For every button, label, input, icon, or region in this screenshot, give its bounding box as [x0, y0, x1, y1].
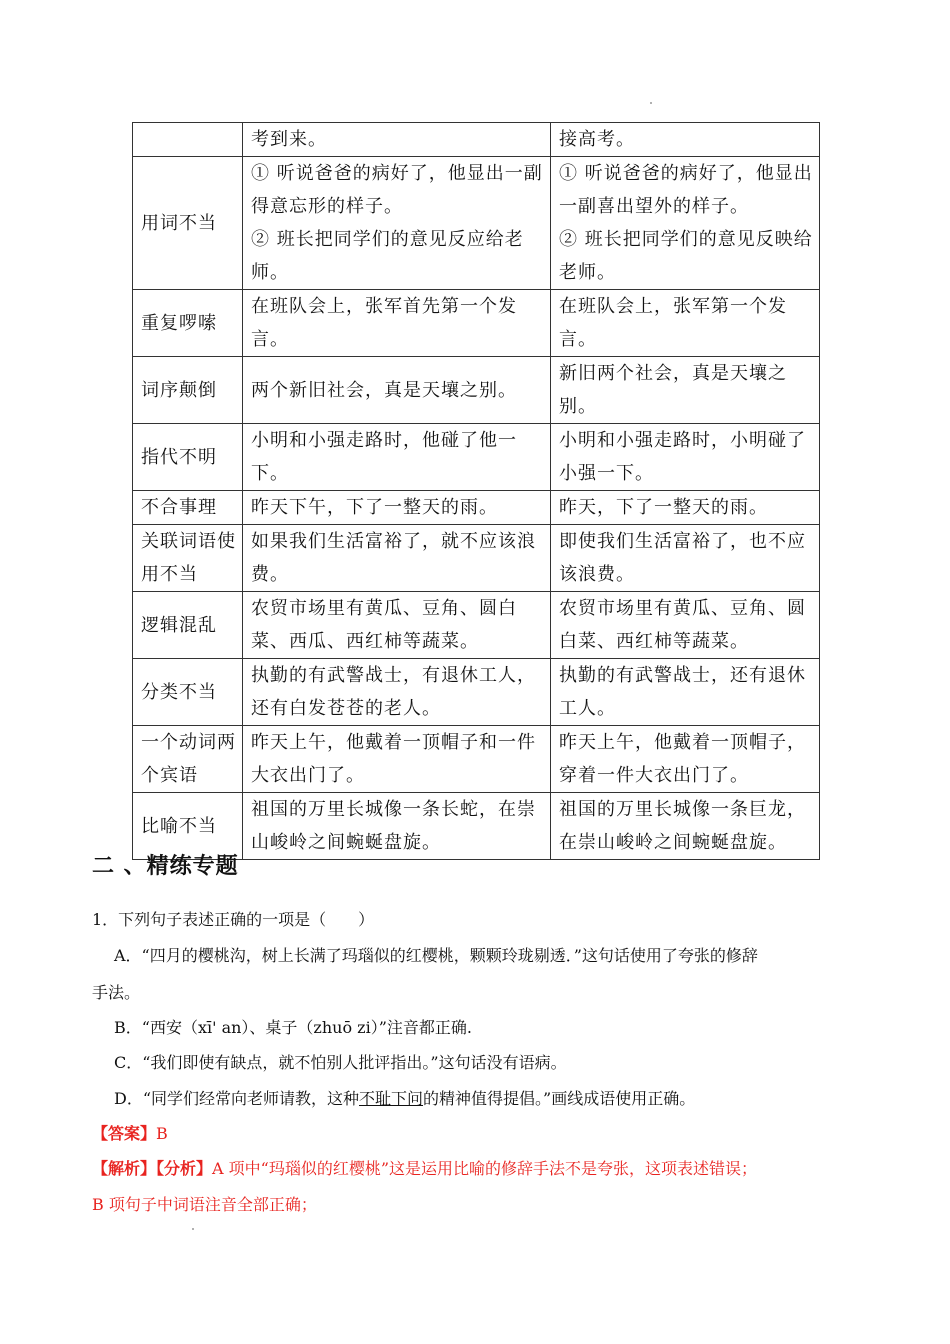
cell-text: 农贸市场里有黄瓜、豆角、圆白菜、西瓜、西红柿等蔬菜。: [251, 598, 517, 652]
table-row: [133, 157, 820, 290]
category-cell: [133, 123, 243, 157]
page-mark-bottom: [192, 1228, 194, 1230]
cell-text: 不合事理: [141, 497, 217, 518]
cell-text: 执勤的有武警战士，还有退休工人。: [559, 665, 806, 719]
corrected-example-cell: [551, 357, 820, 424]
category-cell: [133, 525, 243, 592]
wrong-example-cell: [243, 491, 551, 525]
cell-text: 即使我们生活富裕了，也不应该浪费。: [559, 531, 806, 585]
cell-text: 比喻不当: [141, 815, 217, 837]
corrected-example-cell: [551, 290, 820, 357]
table-row: [133, 525, 820, 592]
corrected-example-cell: [551, 424, 820, 491]
wrong-example-cell: [243, 659, 551, 726]
table-row: [133, 491, 820, 525]
table-row: [133, 123, 820, 157]
wrong-example-cell: [243, 357, 551, 424]
category-cell: [133, 793, 243, 860]
analysis-line-2: B 项句子中词语注音全部正确；: [92, 1195, 317, 1214]
table-row: [133, 290, 820, 357]
corrected-example-cell: [551, 123, 820, 157]
cell-text: 农贸市场里有黄瓜、豆角、圆白菜、西红柿等蔬菜。: [559, 598, 806, 652]
cell-text: ② 班长把同学们的意见反映给老师。: [559, 229, 813, 283]
cell-text: 小明和小强走路时，他碰了他一下。: [251, 430, 517, 484]
option-a: A．“四月的樱桃沟，树上长满了玛瑙似的红樱桃，颗颗玲珑剔透．”这句话使用了夸张的修辞: [114, 946, 758, 965]
analysis-label: 【解析】【分析】: [92, 1159, 213, 1178]
option-d: [92, 1087, 874, 1111]
category-cell: [133, 424, 243, 491]
wrong-example-cell: [243, 290, 551, 357]
corrected-example-cell: [551, 659, 820, 726]
option-d-underlined-idiom: 不耻下问: [359, 1089, 424, 1108]
corrected-example-cell: [551, 726, 820, 793]
analysis-line-1: [92, 1157, 852, 1181]
cell-text: 分类不当: [141, 681, 217, 703]
wrong-example-cell: [243, 424, 551, 491]
option-b: B．“西安（xī' an）、桌子（zhuō zi）”注音都正确.: [114, 1018, 472, 1037]
option-c: C．“我们即使有缺点，就不怕别人批评指出。”这句话没有语病。: [114, 1053, 567, 1072]
question-stem: 1．下列句子表述正确的一项是（ ）: [92, 910, 375, 929]
cell-text: 执勤的有武警战士，有退休工人，还有白发苍苍的老人。: [251, 665, 536, 719]
answer-value: B: [156, 1124, 168, 1143]
category-cell: [133, 157, 243, 290]
table-row: [133, 793, 820, 860]
cell-text: 关联词语使用不当: [141, 531, 236, 585]
cell-text: 用词不当: [141, 212, 217, 234]
analysis-text-1: A 项中“玛瑙似的红樱桃”这是运用比喻的修辞手法不是夸张，这项表述错误；: [212, 1159, 758, 1178]
wrong-example-cell: [243, 157, 551, 290]
category-cell: [133, 726, 243, 793]
cell-text: 新旧两个社会，真是天壤之别。: [559, 363, 787, 417]
section-title: 二 、精练专题: [92, 854, 239, 879]
sentence-error-table: [132, 122, 820, 860]
cell-text: ② 班长把同学们的意见反应给老师。: [251, 229, 524, 283]
cell-text: 昨天下午，下了一整天的雨。: [251, 497, 498, 518]
cell-text: 祖国的万里长城像一条巨龙，在崇山峻岭之间蜿蜒盘旋。: [559, 799, 806, 853]
option-d-text-pre: D．“同学们经常向老师请教，这种: [114, 1089, 360, 1108]
answer-line: [92, 1122, 852, 1146]
cell-text: 昨天上午，他戴着一顶帽子和一件大衣出门了。: [251, 732, 536, 786]
table-row: [133, 726, 820, 793]
cell-text: 两个新旧社会，真是天壤之别。: [251, 379, 517, 401]
cell-text: 词序颠倒: [141, 379, 217, 401]
category-cell: [133, 290, 243, 357]
page-mark-top: [650, 102, 652, 104]
cell-text: 小明和小强走路时，小明碰了小强一下。: [559, 430, 806, 484]
corrected-example-cell: [551, 793, 820, 860]
wrong-example-cell: [243, 726, 551, 793]
option-d-text-post: 的精神值得提倡。”画线成语使用正确。: [423, 1089, 696, 1108]
option-a-continued: 手法。: [92, 983, 141, 1002]
corrected-example-cell: [551, 157, 820, 290]
table-row: [133, 659, 820, 726]
category-cell: [133, 659, 243, 726]
corrected-example-cell: [551, 525, 820, 592]
cell-text: 昨天上午，他戴着一顶帽子，穿着一件大衣出门了。: [559, 732, 806, 786]
corrected-example-cell: [551, 592, 820, 659]
wrong-example-cell: [243, 793, 551, 860]
cell-text: ① 听说爸爸的病好了，他显出一副得意忘形的样子。: [251, 163, 543, 217]
cell-text: 在班队会上，张军首先第一个发言。: [251, 296, 517, 350]
category-cell: [133, 357, 243, 424]
table-row: [133, 592, 820, 659]
cell-text: 昨天，下了一整天的雨。: [559, 497, 768, 518]
cell-text: 如果我们生活富裕了，就不应该浪费。: [251, 531, 536, 585]
wrong-example-cell: [243, 123, 551, 157]
cell-text: 考到来。: [251, 129, 327, 150]
cell-text: 重复啰嗦: [141, 312, 217, 334]
corrected-example-cell: [551, 491, 820, 525]
cell-text: 在班队会上，张军第一个发言。: [559, 296, 787, 350]
table-row: [133, 357, 820, 424]
category-cell: [133, 592, 243, 659]
cell-text: 接高考。: [559, 129, 635, 150]
wrong-example-cell: [243, 592, 551, 659]
cell-text: 指代不明: [141, 446, 217, 468]
wrong-example-cell: [243, 525, 551, 592]
category-cell: [133, 491, 243, 525]
cell-text: 逻辑混乱: [141, 614, 217, 636]
answer-label: 【答案】: [92, 1124, 157, 1143]
cell-text: 一个动词两个宾语: [141, 732, 236, 786]
cell-text: ① 听说爸爸的病好了，他显出一副喜出望外的样子。: [559, 163, 813, 217]
cell-text: 祖国的万里长城像一条长蛇，在崇山峻岭之间蜿蜒盘旋。: [251, 799, 536, 853]
table-row: [133, 424, 820, 491]
